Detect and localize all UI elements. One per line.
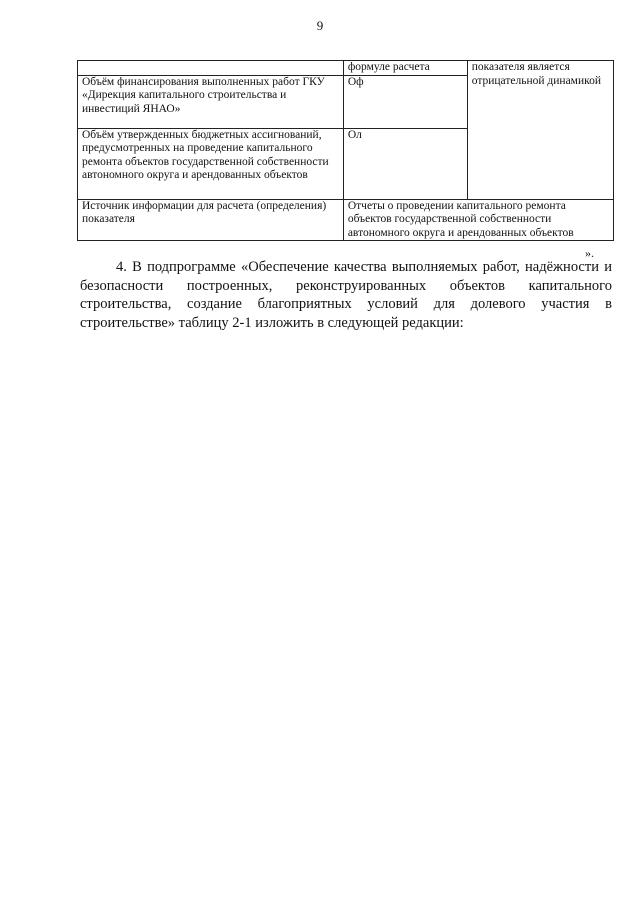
page-number: 9: [316, 18, 324, 33]
table-cell: формуле расчета: [343, 61, 467, 76]
table-cell: Ол: [343, 128, 467, 199]
table-row: [78, 199, 614, 241]
closing-quote: ».: [585, 246, 594, 260]
table-cell: показателя является отрицательной динамикой: [467, 61, 613, 200]
table-cell: Объём утвержденных бюджетных ассигнований, предусмотренных на проведение капитального ремонта объектов государственной собственности автономного округа и арендованных объектов: [78, 128, 344, 199]
table-cell: Оф: [343, 75, 467, 128]
indicator-table: [77, 60, 614, 241]
table-cell: Отчеты о проведении капитального ремонта объектов государственной собственности автономного округа и арендованных объектов: [343, 199, 613, 241]
table-cell: Источник информации для расчета (определения) показателя: [78, 199, 344, 241]
table-row: [78, 61, 614, 76]
body-paragraph: 4. В подпрограмме «Обеспечение качества выполняемых работ, надёжности и безопасности построенных, реконструированных объектов капитального строительства, создание благоприятных условий для долевого участия в строительстве» таблицу 2-1 изложить в следующей редакции:: [80, 259, 612, 331]
table-cell: [78, 61, 344, 76]
table-cell: Объём финансирования выполненных работ ГКУ «Дирекция капитального строительства и инвестиций ЯНАО»: [78, 75, 344, 128]
